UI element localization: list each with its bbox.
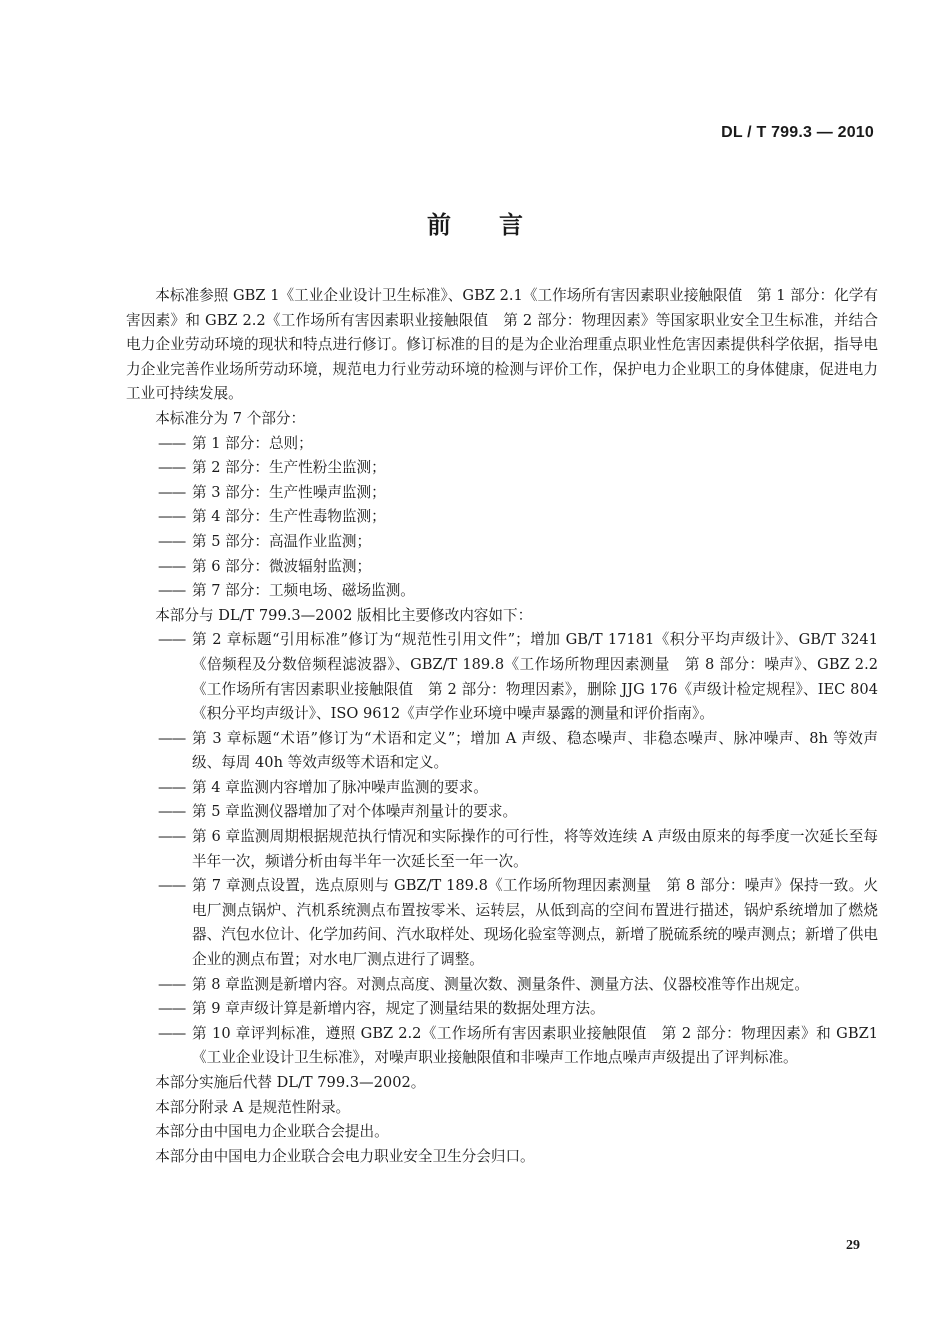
changes-list: [126, 628, 878, 1071]
list-item: —— 第 9 章声级计算是新增内容，规定了测量结果的数据处理方法。: [126, 997, 878, 1022]
dash-marker: ——: [158, 877, 186, 895]
dash-marker: ——: [158, 975, 186, 993]
dash-marker: ——: [158, 508, 186, 526]
list-item: —— 第 2 部分：生产性粉尘监测；: [126, 456, 878, 481]
document-code: DL / T 799.3 — 2010: [721, 124, 874, 141]
dash-marker: ——: [158, 803, 186, 821]
dash-marker: ——: [158, 434, 186, 452]
dash-marker: ——: [158, 1000, 186, 1018]
dash-marker: ——: [158, 631, 186, 649]
list-item: —— 第 10 章评判标准，遵照 GBZ 2.2《工作场所有害因素职业接触限值 第 2 部分：物理因素》和 GBZ1《工业企业设计卫生标准》，对噪声职业接触限值和非噪声工作地点噪声声级提出了评判标准。: [126, 1022, 878, 1071]
preface-body: [126, 284, 878, 1169]
page-title: 前言: [427, 211, 571, 239]
dash-marker: ——: [158, 778, 186, 796]
list-item: —— 第 4 部分：生产性毒物监测；: [126, 505, 878, 530]
dash-marker: ——: [158, 828, 186, 846]
parts-list: [126, 432, 878, 604]
parts-intro: 本标准分为 7 个部分：: [155, 409, 306, 427]
list-item: —— 第 8 章监测是新增内容。对测点高度、测量次数、测量条件、测量方法、仪器校准等作出规定。: [126, 973, 878, 998]
appendix-statement: 本部分附录 A 是规范性附录。: [155, 1098, 351, 1116]
list-item: —— 第 3 部分：生产性噪声监测；: [126, 481, 878, 506]
intro-paragraph: 本标准参照 GBZ 1《工业企业设计卫生标准》、GBZ 2.1《工作场所有害因素职业接触限值 第 1 部分：化学有害因素》和 GBZ 2.2《工作场所有害因素职业接触限值 第 2 部分：物理因素》等国家职业安全卫生标准，并结合电力企业劳动环境的现状和特点进行修订。修订标准的目的是为企业治理重点职业性危害因素提供科学依据，指导电力企业完善作业场所劳动环境，规范电力行业劳动环境的检测与评价工作，保护电力企业职工的身体健康，促进电力工业可持续发展。: [126, 287, 878, 403]
list-item: —— 第 7 章测点设置，选点原则与 GBZ/T 189.8《工作场所物理因素测量 第 8 部分：噪声》保持一致。火电厂测点锅炉、汽机系统测点布置按零米、运转层，从低到高的空间布置进行描述，锅炉系统增加了燃烧器、汽包水位计、化学加药间、汽水取样处、现场化验室等测点，新增了脱硫系统的噪声测点；新增了供电企业的测点布置；对水电厂测点进行了调整。: [126, 874, 878, 972]
dash-marker: ——: [158, 582, 186, 600]
page-number: 29: [846, 1238, 860, 1253]
list-item: —— 第 6 部分：微波辐射监测；: [126, 555, 878, 580]
list-item: —— 第 2 章标题“引用标准”修订为“规范性引用文件”；增加 GB/T 17181《积分平均声级计》、GB/T 3241《倍频程及分数倍频程滤波器》、GBZ/T 189.8《工作场所物理因素测量 第 8 部分：噪声》、GBZ 2.2《工作场所有害因素职业接触限值 第 2 部分：物理因素》，删除 JJG 176《声级计检定规程》、IEC 804《积分平均声级计》、ISO 9612《声学作业环境中噪声暴露的测量和评价指南》。: [126, 628, 878, 726]
dash-marker: ——: [158, 1024, 186, 1042]
dash-marker: ——: [158, 459, 186, 477]
changes-intro: 本部分与 DL/T 799.3—2002 版相比主要修改内容如下：: [155, 606, 533, 624]
dash-marker: ——: [158, 557, 186, 575]
dash-marker: ——: [158, 483, 186, 501]
dash-marker: ——: [158, 532, 186, 550]
list-item: —— 第 1 部分：总则；: [126, 432, 878, 457]
list-item: —— 第 5 章监测仪器增加了对个体噪声剂量计的要求。: [126, 800, 878, 825]
dash-marker: ——: [158, 729, 186, 747]
list-item: —— 第 7 部分：工频电场、磁场监测。: [126, 579, 878, 604]
list-item: —— 第 3 章标题“术语”修订为“术语和定义”；增加 A 声级、稳态噪声、非稳态噪声、脉冲噪声、8h 等效声级、每周 40h 等效声级等术语和定义。: [126, 727, 878, 776]
replaces-statement: 本部分实施后代替 DL/T 799.3—2002。: [155, 1074, 426, 1091]
list-item: —— 第 5 部分：高温作业监测；: [126, 530, 878, 555]
list-item: —— 第 4 章监测内容增加了脉冲噪声监测的要求。: [126, 776, 878, 801]
centralized-statement: 本部分由中国电力企业联合会电力职业安全卫生分会归口。: [155, 1147, 535, 1165]
proposed-statement: 本部分由中国电力企业联合会提出。: [155, 1123, 389, 1141]
list-item: —— 第 6 章监测周期根据规范执行情况和实际操作的可行性，将等效连续 A 声级由原来的每季度一次延长至每半年一次，频谱分析由每半年一次延长至一年一次。: [126, 825, 878, 874]
